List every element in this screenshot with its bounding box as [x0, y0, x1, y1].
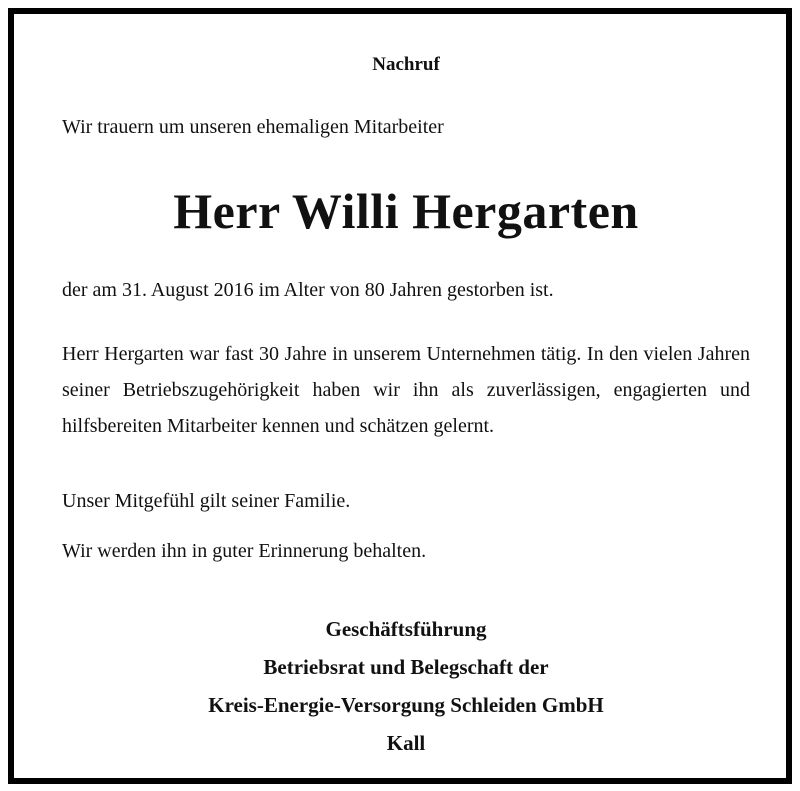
memory-line: Wir werden ihn in guter Erinnerung behalten.	[62, 540, 427, 562]
obituary-heading: Nachruf	[372, 54, 440, 75]
sympathy-line: Unser Mitgefühl gilt seiner Familie.	[62, 490, 351, 512]
signature-line: Kreis-Energie-Versorgung Schleiden GmbH	[208, 693, 604, 717]
signature-line: Kall	[386, 731, 426, 755]
signature-line: Geschäftsführung	[325, 617, 487, 641]
tribute-paragraph: Herr Hergarten war fast 30 Jahre in unserem Unternehmen tätig. In den vielen Jahren seiner Betriebszugehörigkeit haben wir ihn als zuverlässigen, engagierten und hilfsbereiten Mitarbeiter kennen und schätzen gelernt.	[62, 343, 750, 437]
signature-block	[62, 610, 750, 762]
obituary-content	[62, 14, 750, 778]
signature-line: Betriebsrat und Belegschaft der	[263, 655, 549, 679]
deceased-name: Herr Willi Hergarten	[173, 183, 639, 239]
obituary-frame	[8, 8, 792, 784]
intro-line: Wir trauern um unseren ehemaligen Mitarbeiter	[62, 116, 444, 138]
death-line: der am 31. August 2016 im Alter von 80 Jahren gestorben ist.	[62, 279, 554, 301]
